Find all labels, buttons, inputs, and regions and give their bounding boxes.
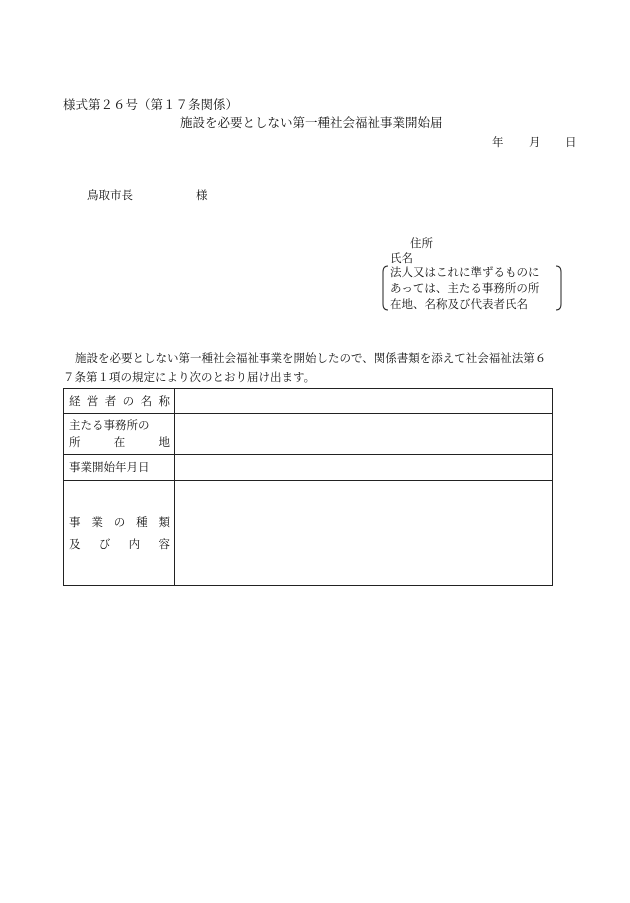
note-line: 在地、名称及び代表者氏名 [390, 297, 528, 311]
addressee-honorific: 様 [196, 188, 208, 202]
business-type-field[interactable] [175, 481, 553, 586]
label-start-date [64, 455, 175, 481]
label-char: 経 [69, 393, 81, 408]
label-char: び [98, 536, 111, 551]
label-char: 類 [158, 514, 170, 529]
label-char: の [122, 393, 135, 408]
label-char: 地 [158, 435, 170, 449]
table-row [64, 389, 553, 414]
addressee-name: 鳥取市長 [87, 188, 133, 202]
name-label: 氏名 [390, 251, 413, 265]
label-char: 種 [136, 514, 148, 529]
form-table [63, 388, 553, 586]
table-row [64, 455, 553, 481]
label-text: 事業開始年月日 [69, 460, 150, 474]
label-office-location [64, 414, 175, 455]
label-char: の [113, 514, 126, 529]
label-char: 称 [158, 393, 170, 408]
note-line: あっては、主たる事務所の所 [390, 281, 540, 295]
note-line: 法人又はこれに準ずるものに [390, 265, 540, 279]
form-number: 様式第２６号（第１７条関係） [63, 97, 239, 112]
operator-name-field[interactable] [175, 389, 553, 414]
label-char: 名 [140, 393, 153, 408]
start-date-field[interactable] [175, 455, 553, 481]
label-text: 主たる事務所の [69, 418, 150, 432]
date-day-label: 日 [565, 135, 577, 149]
office-location-field[interactable] [175, 414, 553, 455]
label-char: 営 [86, 393, 99, 408]
label-operator-name [64, 389, 175, 414]
applicant-note [380, 264, 564, 312]
label-char: 内 [128, 536, 141, 551]
body-text [63, 349, 583, 387]
table-row [64, 414, 553, 455]
document-title: 施設を必要としない第一種社会福祉事業開始届 [180, 115, 443, 130]
label-char: 者 [104, 393, 117, 408]
label-char: 容 [158, 536, 170, 551]
address-label: 住所 [410, 236, 433, 250]
date-month-label: 月 [529, 135, 541, 149]
body-line: 施設を必要としない第一種社会福祉事業を開始したので、関係書類を添えて社会福祉法第６ [75, 351, 547, 365]
body-line: ７条第１項の規定により次のとおり届け出ます。 [63, 370, 316, 384]
table-row [64, 481, 553, 586]
label-char: 及 [69, 536, 81, 551]
label-char: 事 [69, 514, 81, 529]
date-year-label: 年 [492, 135, 504, 149]
label-business-type [64, 481, 175, 586]
label-char: 在 [113, 435, 126, 449]
label-char: 所 [69, 435, 81, 449]
label-char: 業 [91, 514, 103, 529]
